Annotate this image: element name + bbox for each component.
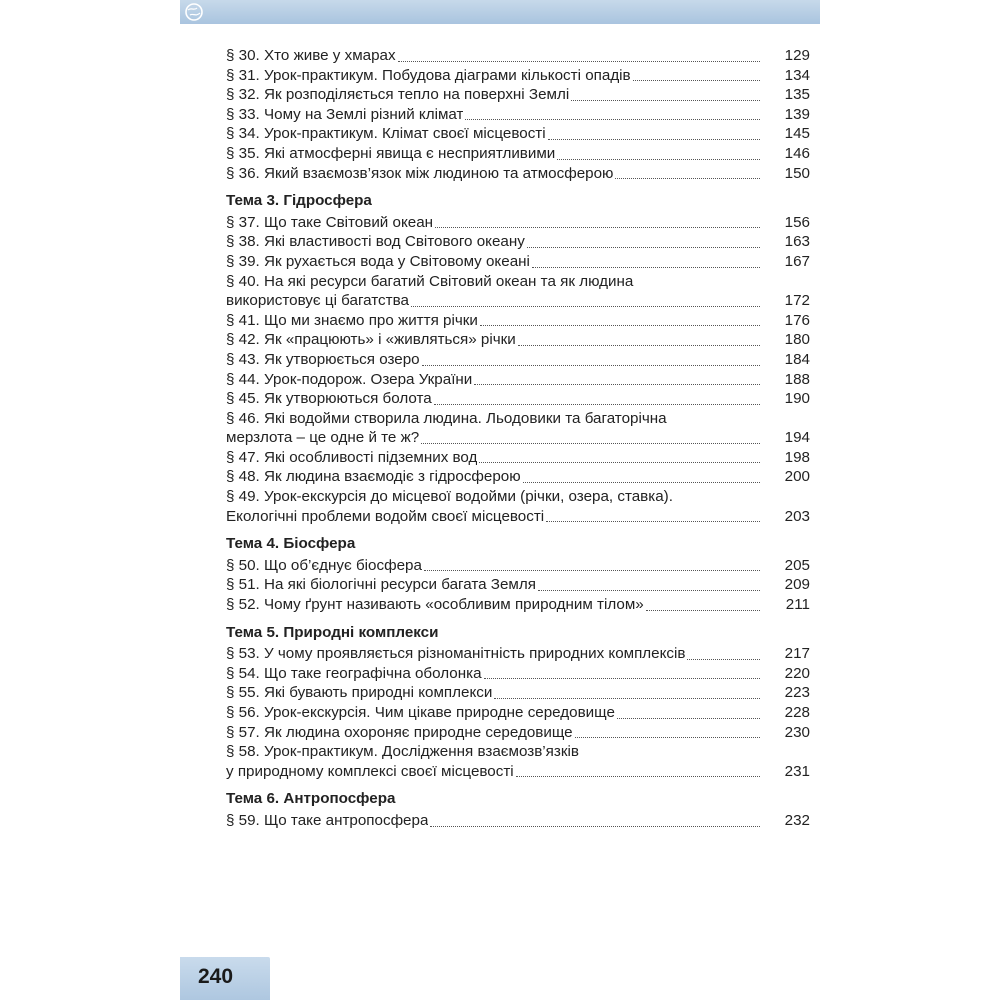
dot-leader (687, 658, 760, 660)
entry-page: 190 (784, 390, 810, 408)
toc-entry-40-line1: § 40. На які ресурси багатий Світовий океан та як людина (226, 272, 634, 290)
toc-entry-54 (226, 664, 810, 684)
entry-page: 163 (784, 233, 810, 251)
toc-entry-58-line1: § 58. Урок-практикум. Дослідження взаємозв’язків (226, 743, 579, 761)
toc-entry-33 (226, 105, 810, 125)
toc-entry-44 (226, 370, 810, 390)
entry-title: § 39. Як рухається вода у Світовому океані (226, 252, 530, 270)
dot-leader (615, 177, 760, 179)
toc-entry-39 (226, 252, 810, 272)
topic-heading: Тема 3. Гідросфера (226, 192, 372, 210)
entry-page: 223 (784, 684, 810, 702)
toc-entry-47 (226, 448, 810, 468)
topic-heading: Тема 6. Антропосфера (226, 790, 396, 808)
entry-page: 167 (784, 252, 810, 270)
entry-title: мерзлота – це одне й те ж? (226, 429, 420, 447)
toc-entry-41 (226, 311, 810, 331)
toc-entry-45 (226, 389, 810, 409)
toc-entry-30 (226, 46, 810, 66)
entry-title: у природному комплексі своєї місцевості (226, 762, 514, 780)
entry-page: 209 (784, 576, 810, 594)
entry-page: 146 (784, 144, 810, 162)
toc-entry-34 (226, 124, 810, 144)
toc-entry-52 (226, 595, 810, 615)
dot-leader (527, 246, 760, 248)
entry-title: § 31. Урок-практикум. Побудова діаграми кількості опадів (226, 66, 631, 84)
header-band (180, 0, 820, 24)
dot-leader (484, 677, 760, 679)
entry-title: § 48. Як людина взаємодіє з гідросферою (226, 468, 521, 486)
entry-page: 230 (784, 723, 810, 741)
entry-page: 134 (784, 66, 810, 84)
entry-page: 180 (784, 331, 810, 349)
topic-heading: Тема 4. Біосфера (226, 535, 356, 553)
toc-entry-36 (226, 164, 810, 184)
toc-entry-48 (226, 467, 810, 487)
toc-entry-32 (226, 85, 810, 105)
dot-leader (398, 60, 760, 62)
entry-page: 198 (784, 448, 810, 466)
entry-page: 156 (784, 213, 810, 231)
dot-leader (421, 442, 760, 444)
toc-entry-53 (226, 644, 810, 664)
dot-leader (633, 79, 760, 81)
entry-page: 129 (784, 47, 810, 64)
entry-page: 217 (784, 645, 810, 663)
dot-leader (646, 609, 760, 611)
toc-entry-51 (226, 575, 810, 595)
dot-leader (430, 825, 760, 827)
dot-leader (479, 461, 760, 463)
entry-title: § 34. Урок-практикум. Клімат своєї місцевості (226, 125, 546, 143)
dot-leader (434, 403, 760, 405)
entry-title: § 30. Хто живе у хмарах (226, 47, 396, 64)
dot-leader (480, 324, 760, 326)
entry-title: § 55. Які бувають природні комплекси (226, 684, 493, 702)
entry-page: 176 (784, 311, 810, 329)
page-number: 240 (198, 965, 234, 988)
entry-title: § 47. Які особливості підземних вод (226, 448, 478, 466)
entry-page: 203 (784, 507, 810, 525)
entry-title: § 51. На які біологічні ресурси багата Земля (226, 576, 536, 594)
dot-leader (518, 344, 760, 346)
toc-entry-40 (226, 291, 810, 311)
toc-entry-46 (226, 428, 810, 448)
entry-title: § 42. Як «працюють» і «живляться» річки (226, 331, 516, 349)
toc-entry-49 (226, 507, 810, 527)
toc-entry-59 (226, 811, 810, 831)
dot-leader (474, 383, 760, 385)
entry-page: 150 (784, 164, 810, 182)
dot-leader (546, 520, 760, 522)
dot-leader (548, 138, 760, 140)
entry-title: Екологічні проблеми водойм своєї місцевості (226, 507, 545, 525)
entry-page: 211 (785, 596, 810, 614)
toc-entry-35 (226, 144, 810, 164)
entry-title: § 32. Як розподіляється тепло на поверхні Землі (226, 86, 570, 104)
toc-entry-58 (226, 762, 810, 782)
entry-page: 200 (784, 468, 810, 486)
entry-title: § 43. Як утворюється озеро (226, 350, 420, 368)
entry-title: § 50. Що об’єднує біосфера (226, 556, 422, 574)
dot-leader (617, 717, 760, 719)
entry-page: 135 (784, 86, 810, 104)
toc-entry-31 (226, 66, 810, 86)
entry-page: 231 (784, 762, 810, 780)
toc-entry-49-line1: § 49. Урок-екскурсія до місцевої водойми (річки, озера, ставка). (226, 488, 673, 506)
toc-entry-50 (226, 556, 810, 576)
entry-title: § 53. У чому проявляється різноманітність природних комплексів (226, 645, 686, 663)
entry-title: § 52. Чому ґрунт називають «особливим природним тілом» (226, 596, 644, 614)
dot-leader (516, 775, 760, 777)
toc-entry-57 (226, 723, 810, 743)
toc-entry-42 (226, 330, 810, 350)
entry-title: § 38. Які властивості вод Світового океану (226, 233, 525, 251)
entry-title: § 54. Що таке географічна оболонка (226, 664, 482, 682)
entry-title: § 33. Чому на Землі різний клімат (226, 105, 464, 123)
dot-leader (532, 266, 760, 268)
entry-page: 188 (784, 370, 810, 388)
entry-page: 194 (784, 429, 810, 447)
entry-title: § 56. Урок-екскурсія. Чим цікаве природне середовище (226, 704, 615, 721)
entry-title: § 45. Як утворюються болота (226, 390, 432, 408)
dot-leader (465, 118, 760, 120)
entry-page: 232 (784, 811, 810, 829)
toc-entry-56 (226, 703, 810, 723)
entry-title: § 41. Що ми знаємо про життя річки (226, 311, 478, 329)
dot-leader (435, 226, 760, 228)
entry-page: 139 (784, 105, 810, 123)
toc-entry-38 (226, 232, 810, 252)
entry-title: § 36. Який взаємозв’язок між людиною та атмосферою (226, 164, 614, 182)
entry-title: § 44. Урок-подорож. Озера України (226, 370, 473, 388)
dot-leader (557, 158, 760, 160)
toc-entry-55 (226, 683, 810, 703)
topic-heading: Тема 5. Природні комплекси (226, 623, 439, 641)
toc-entry-37 (226, 213, 810, 233)
dot-leader (422, 364, 760, 366)
dot-leader (575, 736, 760, 738)
toc-entry-43 (226, 350, 810, 370)
entry-page: 145 (784, 125, 810, 143)
entry-title: § 35. Які атмосферні явища є несприятливими (226, 144, 556, 162)
entry-page: 205 (784, 556, 810, 574)
dot-leader (411, 305, 760, 307)
entry-page: 228 (784, 704, 810, 721)
dot-leader (523, 481, 760, 483)
entry-page: 172 (784, 292, 810, 310)
entry-title: § 37. Що таке Світовий океан (226, 213, 434, 231)
entry-title: § 57. Як людина охороняє природне середовище (226, 723, 573, 741)
dot-leader (494, 697, 760, 699)
dot-leader (571, 99, 760, 101)
entry-title: використовує ці багатства (226, 292, 409, 310)
entry-page: 220 (784, 664, 810, 682)
entry-page: 184 (784, 350, 810, 368)
dot-leader (424, 569, 760, 571)
entry-title: § 59. Що таке антропосфера (226, 811, 429, 829)
globe-logo-icon (184, 2, 204, 22)
dot-leader (538, 589, 760, 591)
table-of-contents (226, 46, 810, 831)
toc-entry-46-line1: § 46. Які водойми створила людина. Льодовики та багаторічна (226, 409, 667, 427)
